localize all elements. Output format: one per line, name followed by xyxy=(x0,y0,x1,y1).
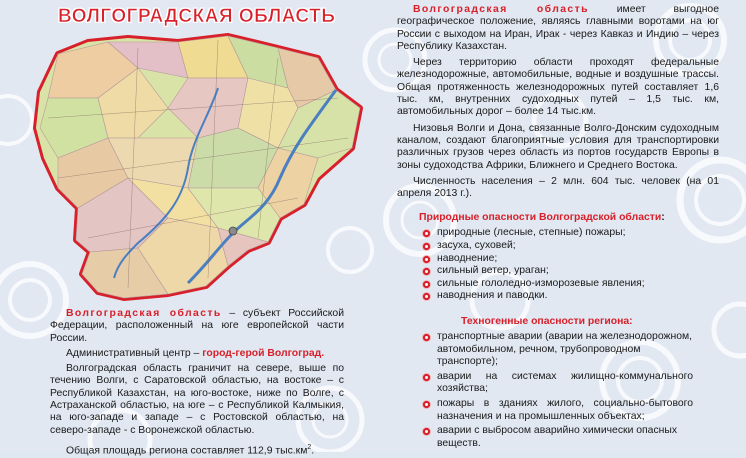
admin-center-paragraph xyxy=(50,348,344,360)
borders-paragraph: Волгоградская область граничит на севере, выше по течению Волги, с Саратовской областью, на востоке – с Республикой Казахстан, на юго-востоке, ниже по Волге, с Астраханской областью, на юге – с Республикой Калмыкия, на юго-западе и западе – с Ростовской областью, на северо-западе - с Воронежской областью. xyxy=(50,363,344,436)
intro-paragraph xyxy=(50,308,344,345)
region-name-lead: Волгоградская область xyxy=(66,308,222,319)
area-text: Общая площадь региона составляет 112,9 тыс.км xyxy=(66,445,308,457)
admin-center-city: город-герой Волгоград. xyxy=(202,347,325,359)
list-item xyxy=(423,278,719,291)
list-item xyxy=(423,265,719,278)
list-item-text: засуха, суховей; xyxy=(437,240,516,252)
list-item-text: сильные гололедно-изморозевые явления; xyxy=(437,277,645,289)
list-item-text: транспортные аварии (аварии на железнодорожном, автомобильном, речном, трубопроводном транспорте); xyxy=(437,331,693,368)
natural-hazards-heading xyxy=(397,211,719,224)
tech-hazards-list xyxy=(397,331,719,450)
tech-hazards-heading: Техногенные опасности региона: xyxy=(461,316,633,328)
page-title: ВОЛГОГРАДСКАЯ ОБЛАСТЬ xyxy=(58,6,336,27)
list-item xyxy=(423,240,719,253)
list-item-text: аварии с выбросом аварийно химически опасных веществ. xyxy=(437,425,678,449)
list-item xyxy=(423,371,693,396)
bullet-icon xyxy=(423,401,430,408)
list-item xyxy=(423,425,693,450)
bullet-icon xyxy=(423,230,430,237)
list-item xyxy=(423,227,719,240)
geography-paragraph xyxy=(397,4,719,53)
list-item-text: пожары в зданиях жилого, социально-бытового назначения и на промышленных объектах; xyxy=(437,397,693,422)
list-item-text: наводнение; xyxy=(437,252,498,264)
list-item-text: природные (лесные, степные) пожары; xyxy=(437,227,626,239)
area-superscript: 2 xyxy=(307,443,312,451)
list-item xyxy=(423,290,719,303)
list-item-text: наводнения и паводки. xyxy=(437,290,548,302)
geography-text: имеет выгодное географическое положение, являясь главными воротами на юг России с выходом на Иран, Ирак - через Кавказ и Индию – через Республику Казахстан. xyxy=(397,4,719,52)
bullet-icon xyxy=(423,281,430,288)
area-end: . xyxy=(311,445,315,457)
natural-hazards-list xyxy=(397,227,719,303)
bullet-icon xyxy=(423,428,430,435)
bullet-icon xyxy=(423,334,430,341)
list-item-text: аварии на системах жилищно-коммунального хозяйства; xyxy=(437,370,693,395)
transport-paragraph: Через территорию области проходят федеральные железнодорожные, автомобильные, водные и воздушные трассы. Общая протяженность железнодорожных путей составляет 1,6 тыс. км, внутренних судоходных путей – 1,5 тыс. км, автомобильных дорог – более 14 тыс.км. xyxy=(397,57,719,118)
rivers-paragraph: Низовья Волги и Дона, связанные Волго-Донским судоходным каналом, создают благоприятные условия для транспортировки различных грузов через область из портов государств Европы в зоны судоходства Африки, Ближнего и Среднего Востока. xyxy=(397,122,719,171)
list-item xyxy=(423,398,693,423)
geography-lead: Волгоградская область xyxy=(413,4,589,15)
area-paragraph xyxy=(50,442,344,458)
bullet-icon xyxy=(423,268,430,275)
region-map xyxy=(18,28,378,308)
intro-text: – субъект Российской Федерации, расположенный на юге европейской части России. xyxy=(50,308,344,344)
list-item xyxy=(423,331,693,369)
bullet-icon xyxy=(423,243,430,250)
population-paragraph: Численность населения – 2 млн. 604 тыс. человек (на 01 апреля 2013 г.). xyxy=(397,175,719,200)
right-text-column xyxy=(397,4,719,450)
natural-hazards-colon: : xyxy=(661,212,665,224)
list-item xyxy=(423,253,719,266)
bullet-icon xyxy=(423,293,430,300)
left-text-column xyxy=(50,308,344,458)
natural-hazards-heading-text: Природные опасности Волгоградской области xyxy=(419,212,662,224)
bullet-icon xyxy=(423,374,430,381)
admin-center-label: Административный центр – xyxy=(66,347,203,359)
bullet-icon xyxy=(423,256,430,263)
list-item-text: сильный ветер, ураган; xyxy=(437,265,549,277)
